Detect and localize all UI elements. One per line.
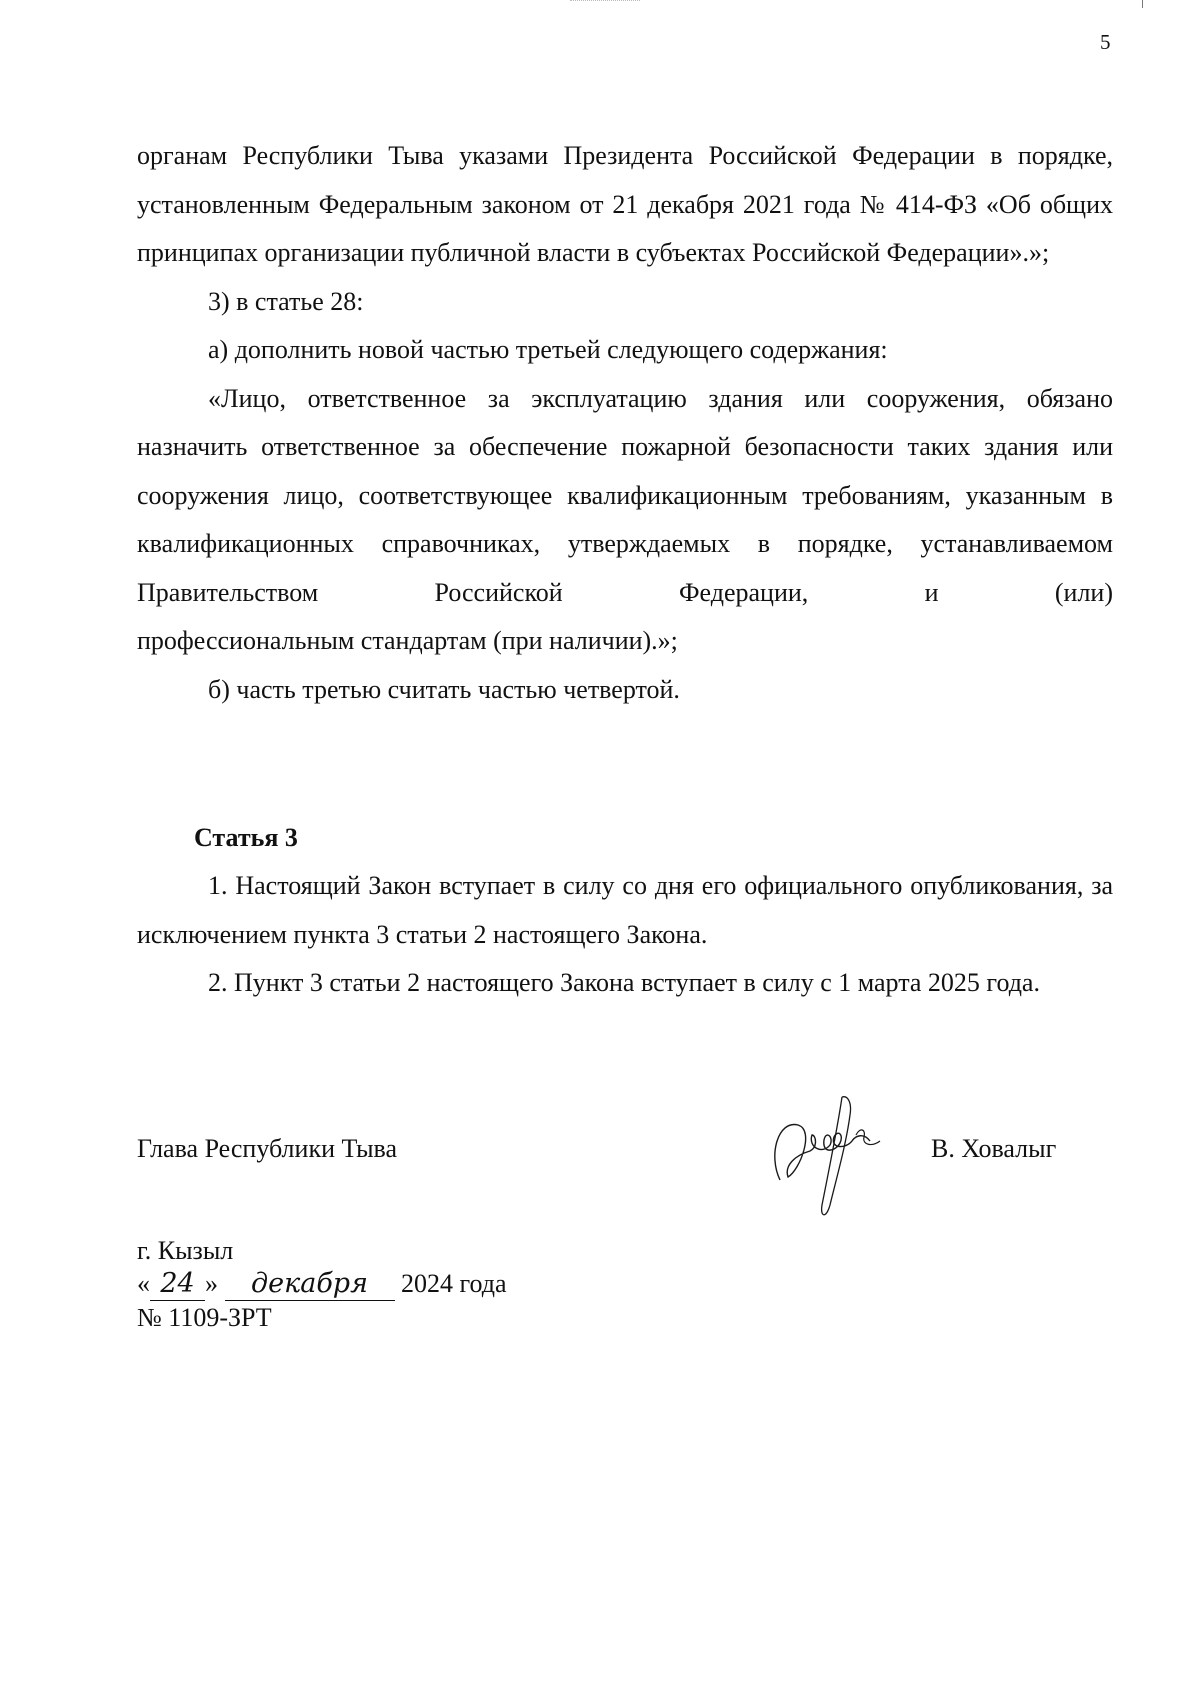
city-line: г. Кызыл — [137, 1236, 234, 1265]
open-quote: « — [137, 1269, 150, 1298]
paragraph-amendment-b: б) часть третью считать частью четвертой. — [208, 674, 680, 704]
signatory-title: Глава Республики Тыва — [137, 1134, 398, 1163]
paragraph-quoted-text: «Лицо, ответственное за эксплуатацию здания или сооружения, обязано назначить ответственное за обеспечение пожарной безопасности таких здания или сооружения лицо, соответствующее квалификационным требованиям, указанным в квалификационных справочниках, утверждаемых в порядке, устанавливаемом Правительством Российской Федерации, и (или) — [137, 383, 1113, 607]
scan-artifact-right — [1142, 0, 1143, 8]
paragraph-continuation: органам Республики Тыва указами Президента Российской Федерации в порядке, установленным Федеральным законом от 21 декабря 2021 года № 414-ФЗ «Об общих принципах организации публичной власти в субъектах Российской Федерации».»; — [137, 141, 1113, 267]
paragraph-article-28: 3) в статье 28: — [208, 286, 364, 316]
paragraph-amendment-a: а) дополнить новой частью третьей следующего содержания: — [208, 335, 888, 364]
page-number: 5 — [1100, 30, 1111, 54]
date-line — [137, 1267, 507, 1301]
law-footer — [137, 1234, 507, 1334]
article-3-heading: Статья 3 — [194, 823, 298, 852]
law-number: № 1109-ЗРТ — [137, 1303, 272, 1332]
law-body-text — [137, 132, 1113, 714]
handwritten-signature — [760, 1085, 900, 1235]
close-quote: » — [205, 1269, 218, 1298]
paragraph-quoted-text-end: профессиональным стандартам (при наличии).»; — [137, 626, 678, 655]
handwritten-month: декабря — [225, 1267, 395, 1301]
year-text: 2024 года — [401, 1269, 507, 1298]
signatory-name: В. Ховалыг — [931, 1134, 1057, 1163]
article-3-text — [137, 862, 1113, 1008]
article-3-item-1: 1. Настоящий Закон вступает в силу со дня его официального опубликования, за исключением пункта 3 статьи 2 настоящего Закона. — [137, 871, 1113, 949]
scan-artifact-top — [570, 0, 640, 3]
article-3-item-2: 2. Пункт 3 статьи 2 настоящего Закона вступает в силу с 1 марта 2025 года. — [208, 968, 1040, 997]
handwritten-day: 24 — [150, 1267, 205, 1301]
